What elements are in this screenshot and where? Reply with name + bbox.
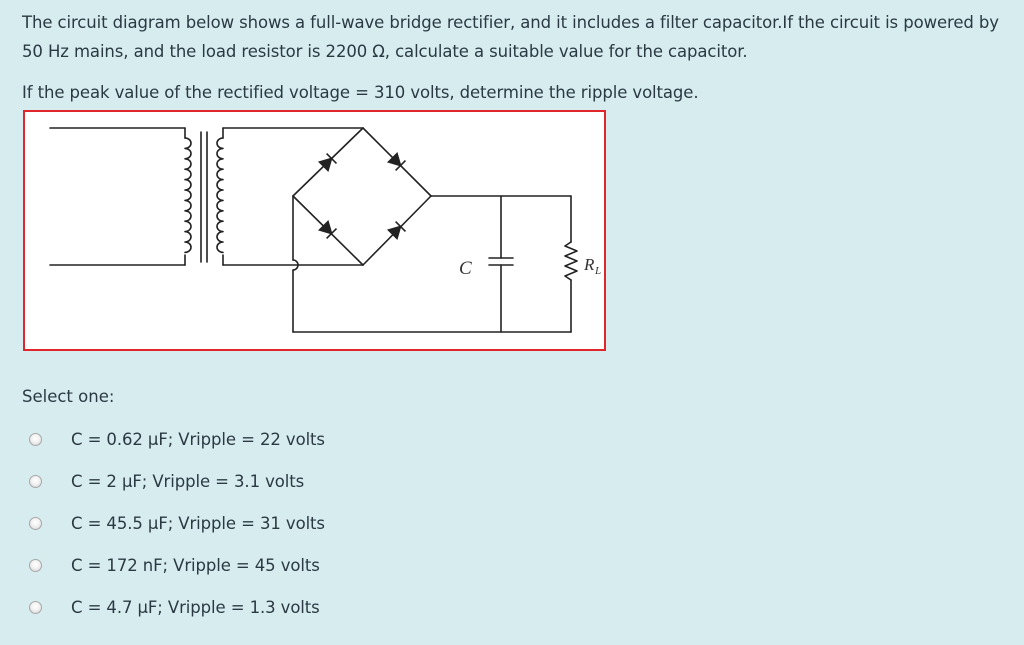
resistor-label: R [584,255,595,274]
resistor-subscript: L [595,265,602,277]
answer-option-label: C = 0.62 μF; Vripple = 22 volts [71,429,325,449]
answer-option-label: C = 4.7 μF; Vripple = 1.3 volts [71,597,320,617]
answer-option[interactable] [28,586,728,628]
radio-button[interactable] [29,559,42,572]
answer-option[interactable] [28,418,728,460]
load-resistor [565,242,577,280]
answer-option[interactable] [28,460,728,502]
bridge-rectifier-schematic [25,112,604,349]
radio-button[interactable] [29,475,42,488]
radio-button[interactable] [29,433,42,446]
answer-options [28,418,728,628]
circuit-diagram [23,110,606,351]
primary-coil [185,138,191,252]
secondary-coil [217,138,223,252]
answer-option-label: C = 2 μF; Vripple = 3.1 volts [71,471,305,491]
answer-option-label: C = 172 nF; Vripple = 45 volts [71,555,320,575]
radio-button[interactable] [29,517,42,530]
question-subtext: If the peak value of the rectified voltage = 310 volts, determine the ripple voltage. [22,83,699,102]
question-text: The circuit diagram below shows a full-wave bridge rectifier, and it includes a filter capacitor.If the circuit is powered by 50 Hz mains, and the load resistor is 2200 Ω, calculate a suitable value for the capacitor. [22,13,999,61]
answer-option[interactable] [28,544,728,586]
select-one-prompt: Select one: [22,387,115,406]
radio-button[interactable] [29,601,42,614]
capacitor-label: C [459,258,472,279]
answer-option-label: C = 45.5 μF; Vripple = 31 volts [71,513,325,533]
answer-option[interactable] [28,502,728,544]
